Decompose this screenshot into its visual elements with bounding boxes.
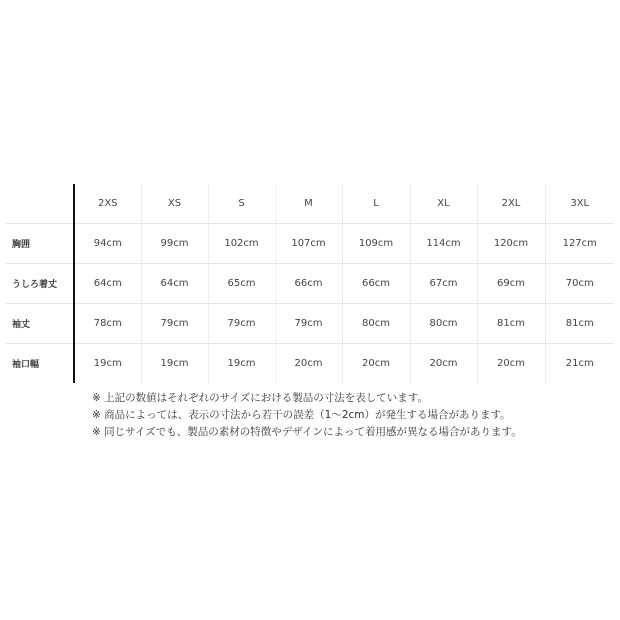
row-label: 袖口幅 [6,344,74,384]
table-cell: 64cm [74,264,141,304]
row-label: うしろ着丈 [6,264,74,304]
table-cell: 81cm [477,304,545,344]
table-cell: 80cm [410,304,477,344]
table-cell: 20cm [410,344,477,384]
table-cell: 19cm [74,344,141,384]
size-header-l: L [342,184,410,224]
table-cell: 20cm [477,344,545,384]
table-cell: 80cm [342,304,410,344]
size-header-xs: XS [141,184,208,224]
table-cell: 67cm [410,264,477,304]
table-cell: 79cm [208,304,275,344]
row-label: 胸囲 [6,224,74,264]
size-header-s: S [208,184,275,224]
corner-cell [6,184,74,224]
note-fit: ※ 同じサイズでも、製品の素材の特徴やデザインによって着用感が異なる場合があります。 [92,426,522,438]
table-cell: 19cm [141,344,208,384]
table-row-cuff-width [6,344,614,384]
table-row-back-length [6,264,614,304]
table-cell: 120cm [477,224,545,264]
table-cell: 66cm [342,264,410,304]
table-cell: 70cm [545,264,614,304]
table-cell: 81cm [545,304,614,344]
note-tolerance: ※ 商品によっては、表示の寸法から若干の誤差（1〜2cm）が発生する場合があります。 [92,409,511,421]
table-cell: 79cm [275,304,342,344]
table-cell: 21cm [565,358,594,369]
table-cell: 66cm [275,264,342,304]
size-header-2xl: 2XL [477,184,545,224]
table-row-sleeve-length [6,304,614,344]
size-chart-table [6,184,614,383]
table-cell: 79cm [141,304,208,344]
table-cell: 69cm [477,264,545,304]
table-cell: 20cm [342,344,410,384]
table-cell: 127cm [545,224,614,264]
size-header-row [6,184,614,224]
table-cell: 78cm [74,304,141,344]
table-cell: 19cm [208,344,275,384]
size-notes [92,390,522,441]
table-cell: 99cm [141,224,208,264]
row-label: 袖丈 [6,304,74,344]
table-cell: 20cm [275,344,342,384]
table-cell: 102cm [208,224,275,264]
table-cell: 64cm [141,264,208,304]
table-cell: 109cm [342,224,410,264]
table-cell: 94cm [74,224,141,264]
table-cell: 65cm [208,264,275,304]
size-header-m: M [275,184,342,224]
table-cell: 114cm [410,224,477,264]
size-header-2xs: 2XS [74,184,141,224]
note-measurement: ※ 上記の数値はそれぞれのサイズにおける製品の寸法を表しています。 [92,392,428,404]
table-row-chest [6,224,614,264]
size-header-xl: XL [410,184,477,224]
size-header-3xl: 3XL [545,184,614,224]
table-cell: 107cm [275,224,342,264]
